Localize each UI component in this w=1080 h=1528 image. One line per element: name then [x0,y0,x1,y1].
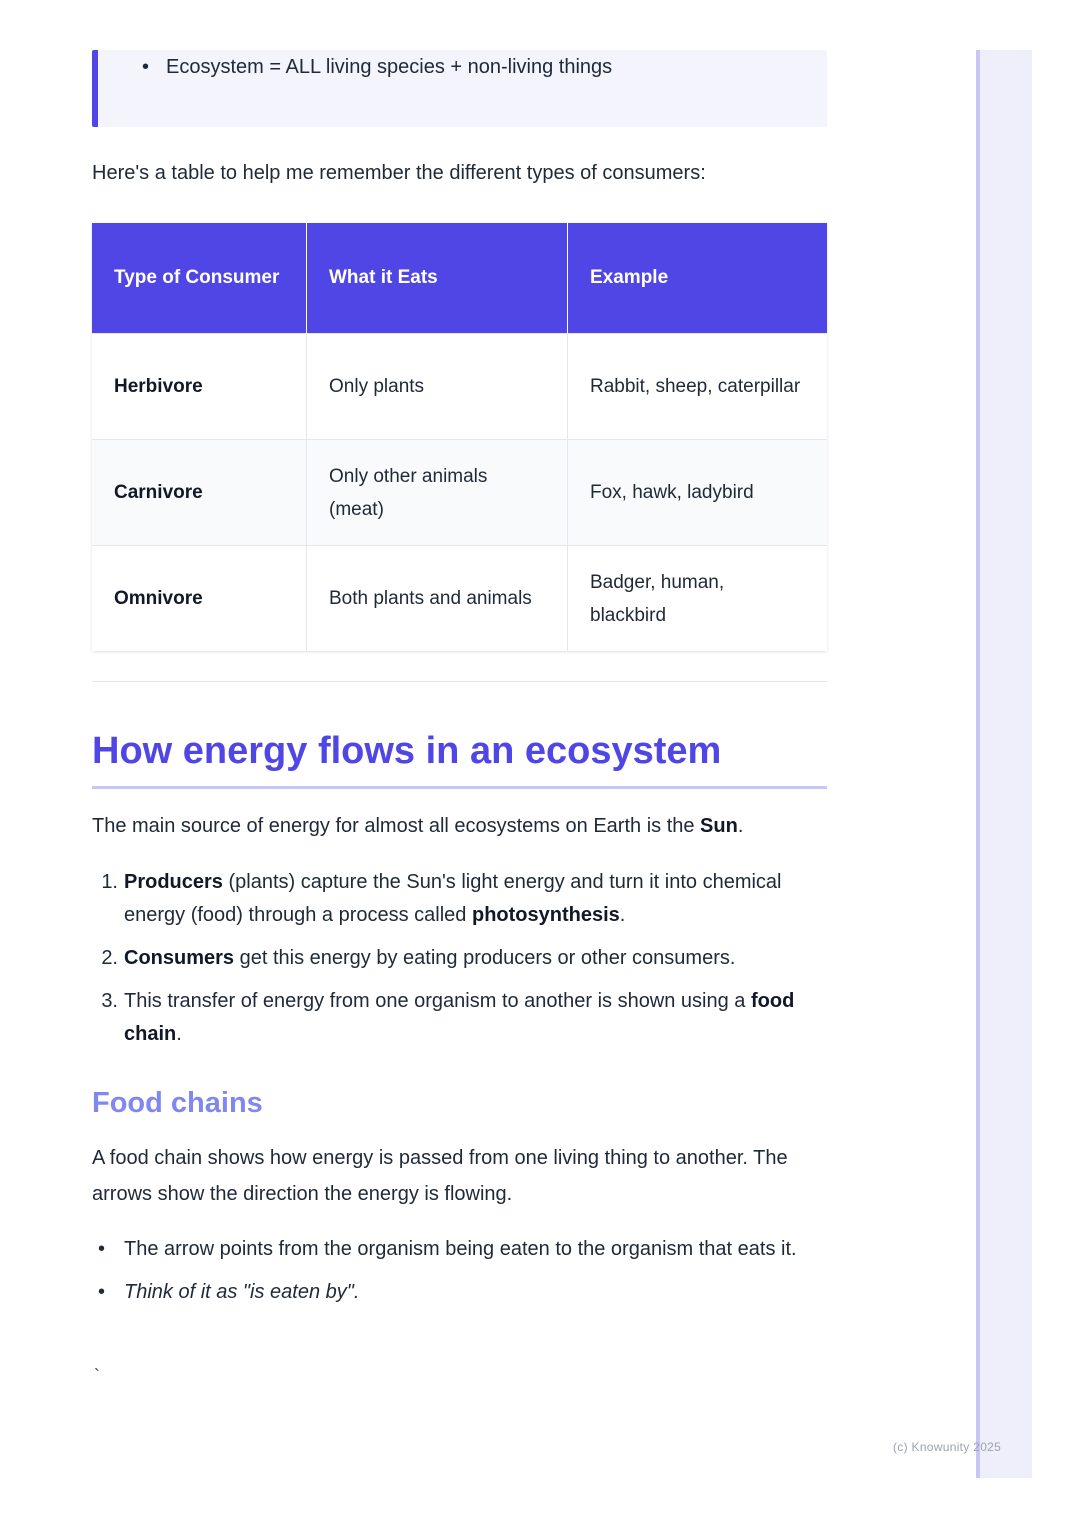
table-header-row [92,223,827,334]
step-end: . [619,904,626,926]
cell-type: Herbivore [92,334,307,440]
step-body: get this energy by eating producers or other consumers. [234,947,736,969]
cell-example: Fox, hawk, ladybird [568,440,828,546]
subsection-heading: Food chains [92,1087,263,1119]
callout-box [92,50,827,127]
table-row [92,546,827,652]
header-eats: What it Eats [307,223,568,334]
callout-bullet [142,56,612,79]
table-row [92,440,827,546]
copyright-footer: (c) Knowunity 2025 [893,1440,1002,1454]
step-text [124,985,827,1051]
lead-bold: Sun [700,815,738,837]
callout-text: Ecosystem = ALL living species + non-living things [166,56,613,78]
cell-type: Omnivore [92,546,307,652]
cell-eats: Only other animals (meat) [307,440,568,546]
energy-steps-list [92,866,827,1061]
step-bold-term: food chain [124,990,795,1045]
list-item [92,1233,827,1266]
consumer-table [92,223,827,651]
step-body: (plants) capture the Sun's light energy and turn it into chemical energy (food) through a process called [124,871,782,926]
section-divider [92,681,827,682]
header-type: Type of Consumer [92,223,307,334]
section-heading: How energy flows in an ecosystem [92,730,722,772]
step-number: 2. [101,947,118,969]
lead-end: . [737,815,744,837]
list-item [92,866,827,932]
step-bold: Producers [124,871,223,893]
bullet-dot: • [98,1281,106,1303]
cell-type: Carnivore [92,440,307,546]
food-chain-bullets [92,1233,827,1319]
list-item [92,985,827,1051]
step-bold-term: photosynthesis [471,904,620,926]
bullet-text: Think of it as "is eaten by". [124,1281,360,1303]
table-row [92,334,827,440]
step-number: 3. [101,990,118,1012]
bullet-dot: • [98,1238,106,1260]
cell-example: Rabbit, sheep, caterpillar [568,334,828,440]
heading-underline [92,786,827,789]
step-text [124,942,827,975]
step-body: This transfer of energy from one organism to another is shown using a [124,990,751,1012]
table-intro: Here's a table to help me remember the different types of consumers: [92,162,706,184]
cell-eats: Only plants [307,334,568,440]
lead-text: The main source of energy for almost all ecosystems on Earth is the [92,815,701,837]
step-text [124,866,827,932]
energy-source-paragraph [92,808,743,844]
bullet-text: The arrow points from the organism being eaten to the organism that eats it. [124,1238,797,1260]
list-item [92,942,827,975]
step-bold: Consumers [124,947,235,969]
header-example: Example [568,223,828,334]
food-chain-paragraph: A food chain shows how energy is passed from one living thing to another. The arrows show the direction the energy is flowing. [92,1147,788,1205]
bullet-dot: • [142,56,150,78]
step-end: . [176,1023,182,1045]
list-item [92,1276,827,1309]
stray-mark: ` [94,1366,100,1386]
step-number: 1. [101,871,118,893]
cell-eats: Both plants and animals [307,546,568,652]
cell-example: Badger, human, blackbird [568,546,828,652]
page-side-strip [976,50,1032,1478]
